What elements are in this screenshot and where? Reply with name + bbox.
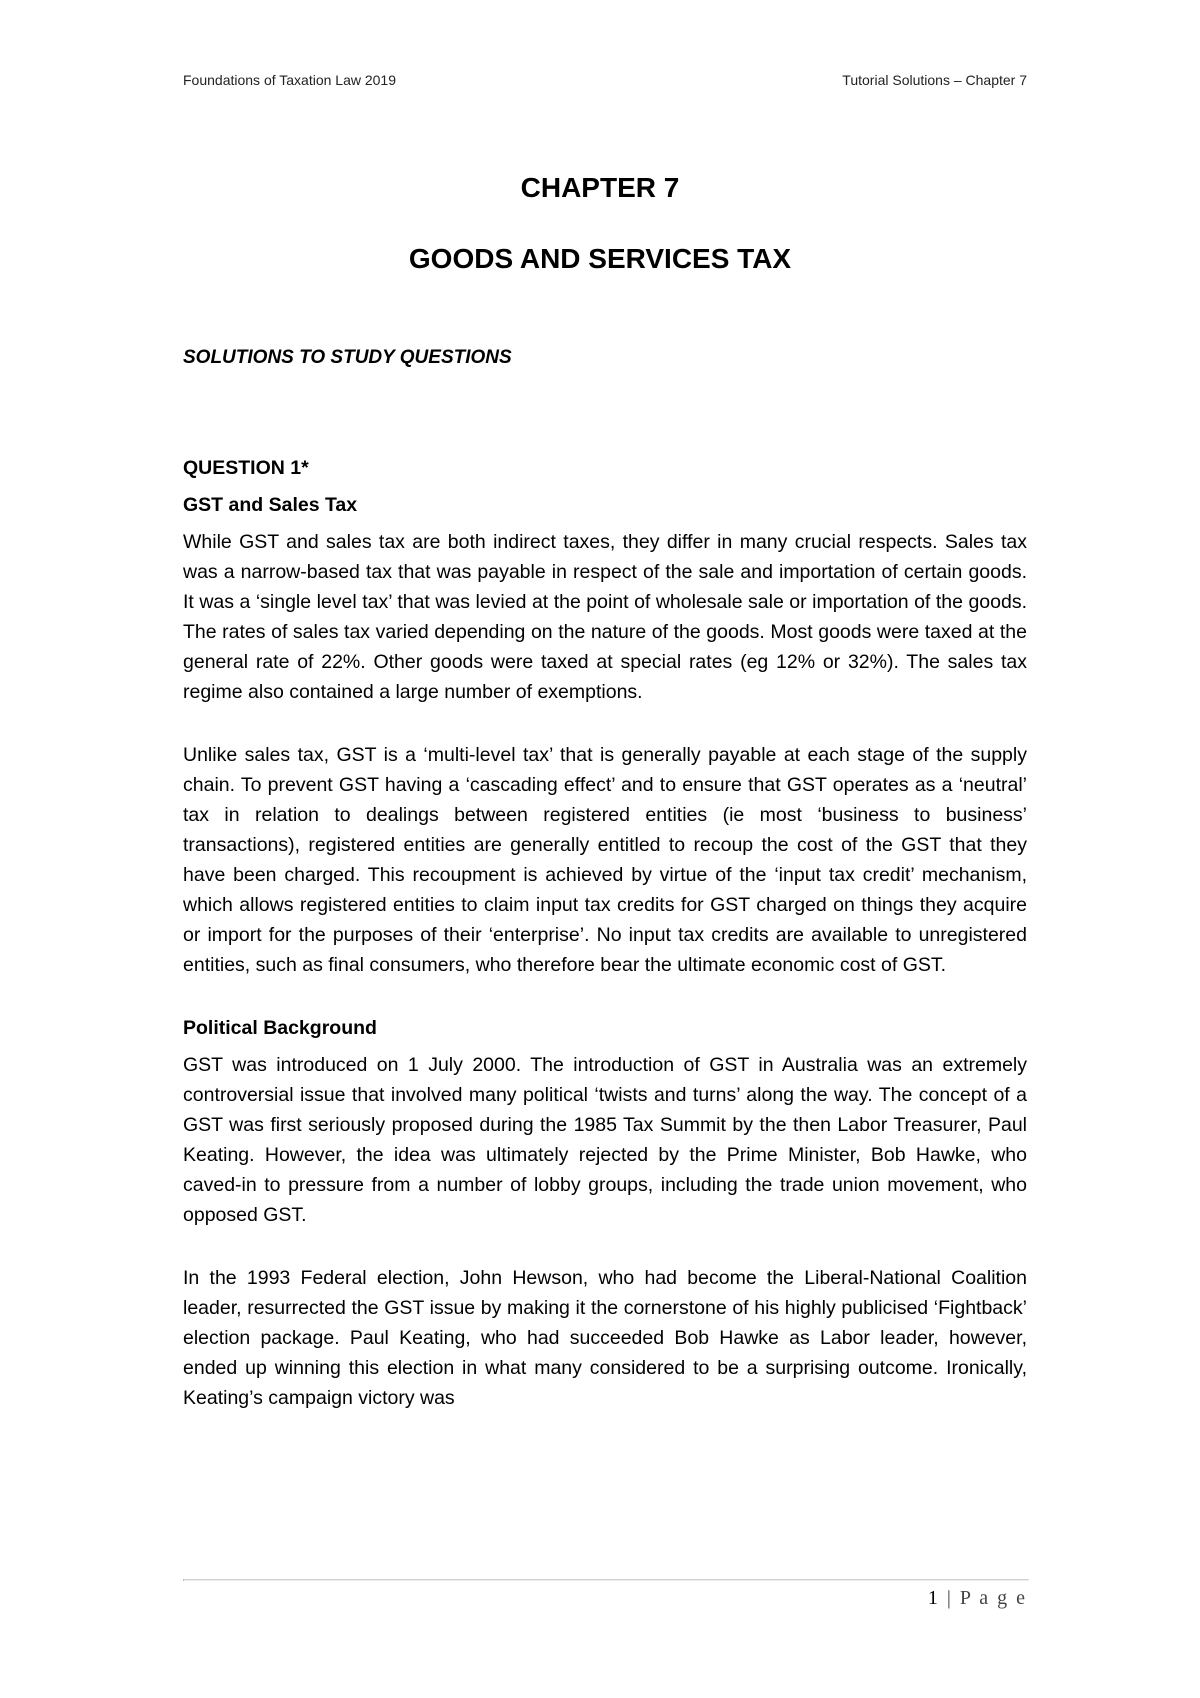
footer-divider: [183, 1579, 1029, 1581]
header-course-title: Foundations of Taxation Law 2019: [183, 72, 397, 88]
page-label: P a g e: [959, 1587, 1027, 1609]
page-separator: |: [946, 1587, 953, 1609]
page-number: 1: [927, 1587, 940, 1609]
paragraph: In the 1993 Federal election, John Hewson, who had become the Liberal-National Coalition leader, resurrected the GST issue by making it the cornerstone of his highly publicised ‘Fightback’ election package. Paul Keating, who had succeeded Bob Hawke as Labor leader, however, ended up winning this election in what many considered to be a surprising outcome. Ironically, Keating’s campaign victory was: [183, 1267, 1027, 1409]
document-body: [183, 453, 1027, 1413]
section-label: SOLUTIONS TO STUDY QUESTIONS: [183, 347, 512, 368]
subsection-heading-gst-sales-tax: GST and Sales Tax: [183, 494, 358, 516]
paragraph: Unlike sales tax, GST is a ‘multi-level tax’ that is generally payable at each stage of the supply chain. To prevent GST having a ‘cascading effect’ and to ensure that GST operates as a ‘neutral’ tax in relation to dealings between registered entities (ie most ‘business to business’ transactions), registered entities are generally entitled to recoup the cost of the GST that they have been charged. This recoupment is achieved by virtue of the ‘input tax credit’ mechanism, which allows registered entities to claim input tax credits for GST charged on things they acquire or import for the purposes of their ‘enterprise’. No input tax credits are available to unregistered entities, such as final consumers, who therefore bear the ultimate economic cost of GST.: [183, 744, 1027, 976]
header-chapter-label: Tutorial Solutions – Chapter 7: [842, 72, 1027, 88]
chapter-title: CHAPTER 7: [520, 172, 680, 203]
subsection-heading-political-background: Political Background: [183, 1017, 377, 1039]
paragraph: While GST and sales tax are both indirect taxes, they differ in many crucial respects. Sales tax was a narrow-based tax that was payable in respect of the sale and importation of certain goods. It was a ‘single level tax’ that was levied at the point of wholesale sale or importation of the goods. The rates of sales tax varied depending on the nature of the goods. Most goods were taxed at the general rate of 22%. Other goods were taxed at special rates (eg 12% or 32%). The sales tax regime also contained a large number of exemptions.: [183, 531, 1027, 703]
chapter-subtitle: GOODS AND SERVICES TAX: [408, 243, 792, 274]
question-heading: QUESTION 1*: [183, 457, 309, 479]
page-footer: [928, 1587, 1027, 1610]
page-header: [183, 72, 1027, 88]
paragraph: GST was introduced on 1 July 2000. The introduction of GST in Australia was an extremely controversial issue that involved many political ‘twists and turns’ along the way. The concept of a GST was first seriously proposed during the 1985 Tax Summit by the then Labor Treasurer, Paul Keating. However, the idea was ultimately rejected by the Prime Minister, Bob Hawke, who caved-in to pressure from a number of lobby groups, including the trade union movement, who opposed GST.: [183, 1054, 1027, 1226]
